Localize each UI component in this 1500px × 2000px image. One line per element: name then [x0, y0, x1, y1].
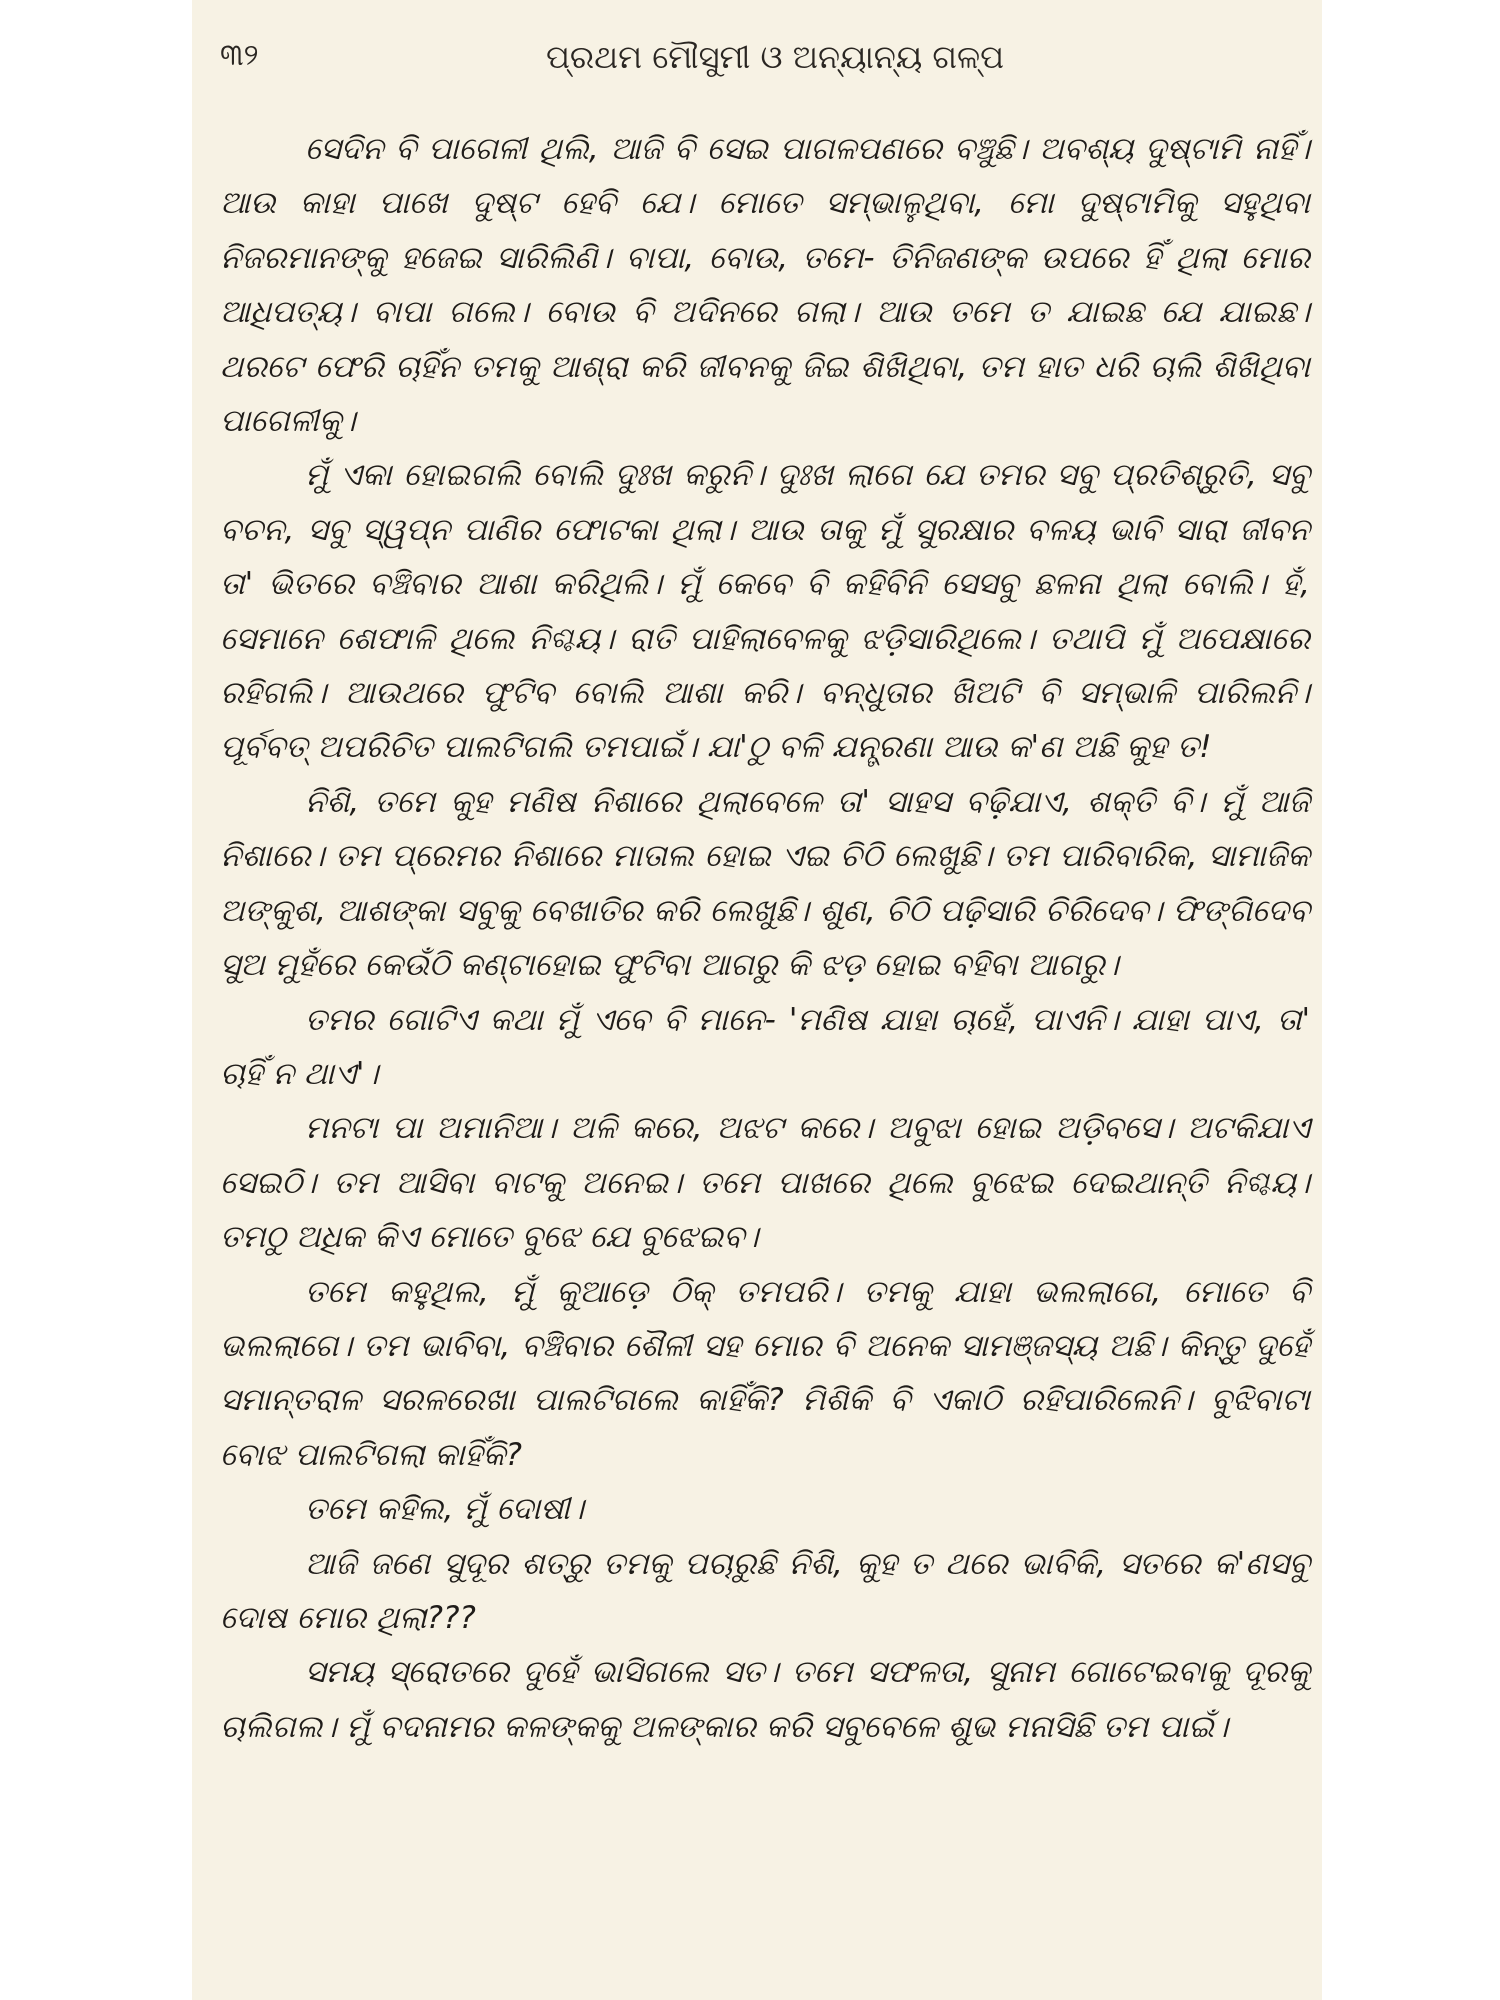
paragraph: ଆଜି ଜଣେ ସୁଦୂର ଶତ୍ରୁ ତମକୁ ପଚାରୁଛି ନିଶି, କୁହ ତ ଥରେ ଭାବିକି, ସତରେ କ'ଣସବୁ ଦୋଷ ମୋର ଥିଲା??? — [220, 1545, 1310, 1636]
paragraph: ମନଟା ପା ଅମାନିଆ। ଅଳି କରେ, ଅଝଟ କରେ। ଅବୁଝା ହୋଇ ଅଡ଼ିବସେ। ଅଟକିଯାଏ ସେଇଠି। ତମ ଆସିବା ବାଟକୁ ଅନେଇ। ତମେ ପାଖରେ ଥିଲେ ବୁଝେଇ ଦେଇଥାନ୍ତି ନିଶ୍ଚୟ। ତମଠୁ ଅଧିକ କିଏ ମୋତେ ବୁଝେ ଯେ ବୁଝେଇବ। — [220, 1110, 1310, 1256]
paragraph: ସେଦିନ ବି ପାଗେଳୀ ଥିଲି, ଆଜି ବି ସେଇ ପାଗଳପଣରେ ବଞ୍ଚୁଛି। ଅବଶ୍ୟ ଦୁଷ୍ଟାମି ନାହିଁ। ଆଉ କାହା ପାଖେ ଦୁଷ୍ଟ ହେବି ଯେ। ମୋତେ ସମ୍ଭାଳୁଥିବା, ମୋ ଦୁଷ୍ଟାମିକୁ ସହୁଥିବା ନିଜରମାନଙ୍କୁ ହଜେଇ ସାରିଲିଣି। ବାପା, ବୋଉ, ତମେ- ତିନିଜଣଙ୍କ ଉପରେ ହିଁ ଥିଲା ମୋର ଆଧିପତ୍ୟ। ବାପା ଗଲେ। ବୋଉ ବି ଅଦିନରେ ଗଲା। ଆଉ ତମେ ତ ଯାଇଛ ଯେ ଯାଇଛ। ଥରଟେ ଫେରି ଚାହିଁନ ତମକୁ ଆଶ୍ରା କରି ଜୀବନକୁ ଜିଇ ଶିଖିଥିବା, ତମ ହାତ ଧରି ଚାଲି ଶିଖିଥିବା ପାଗେଳୀକୁ। — [220, 131, 1310, 440]
page-header — [220, 32, 1330, 92]
paragraph: ସମୟ ସ୍ରୋତରେ ଦୁହେଁ ଭାସିଗଲେ ସତ। ତମେ ସଫଳତା, ସୁନାମ ଗୋଟେଇବାକୁ ଦୂରକୁ ଚାଲିଗଲ। ମୁଁ ବଦନାମର କଳଙ୍କକୁ ଅଳଙ୍କାର କରି ସବୁବେଳେ ଶୁଭ ମନାସିଛି ତମ ପାଇଁ। — [220, 1654, 1310, 1745]
running-title: ପ୍ରଥମ ମୌସୁମୀ ଓ ଅନ୍ୟାନ୍ୟ ଗଳ୍ପ — [545, 38, 1005, 76]
page-number: ୩୨ — [220, 38, 259, 73]
paragraph: ନିଶି, ତମେ କୁହ ମଣିଷ ନିଶାରେ ଥିଲାବେଳେ ତା' ସାହସ ବଢ଼ିଯାଏ, ଶକ୍ତି ବି। ମୁଁ ଆଜି ନିଶାରେ। ତମ ପ୍ରେମର ନିଶାରେ ମାତାଲ ହୋଇ ଏଇ ଚିଠି ଲେଖୁଛି। ତମ ପାରିବାରିକ, ସାମାଜିକ ଅଙ୍କୁଶ, ଆଶଙ୍କା ସବୁକୁ ବେଖାତିର କରି ଲେଖୁଛି। ଶୁଣ, ଚିଠି ପଢ଼ିସାରି ଚିରିଦେବ। ଫିଙ୍ଗିଦେବ ସୁଅ ମୁହଁରେ କେଉଁଠି କଣ୍ଟାହୋଇ ଫୁଟିବା ଆଗରୁ କି ଝଡ଼ ହୋଇ ବହିବା ଆଗରୁ। — [220, 783, 1310, 984]
paragraph: ତମେ କହୁଥିଲ, ମୁଁ କୁଆଡ଼େ ଠିକ୍ ତମପରି। ତମକୁ ଯାହା ଭଲଲାଗେ, ମୋତେ ବି ଭଲଲାଗେ। ତମ ଭାବିବା, ବଞ୍ଚିବାର ଶୈଳୀ ସହ ମୋର ବି ଅନେକ ସାମଞ୍ଜସ୍ୟ ଅଛି। କିନ୍ତୁ ଦୁହେଁ ସମାନ୍ତରାଳ ସରଳରେଖା ପାଲଟିଗଲେ କାହିଁକି? ମିଶିକି ବି ଏକାଠି ରହିପାରିଲେନି। ବୁଝିବାଟା ବୋଝ ପାଲଟିଗଲା କାହିଁକି? — [220, 1273, 1310, 1473]
paragraph: ମୁଁ ଏକା ହୋଇଗଲି ବୋଲି ଦୁଃଖ କରୁନି। ଦୁଃଖ ଲାଗେ ଯେ ତମର ସବୁ ପ୍ରତିଶ୍ରୁତି, ସବୁ ବଚନ, ସବୁ ସ୍ୱପ୍ନ ପାଣିର ଫୋଟକା ଥିଲା। ଆଉ ତାକୁ ମୁଁ ସୁରକ୍ଷାର ବଳୟ ଭାବି ସାରା ଜୀବନ ତା' ଭିତରେ ବଞ୍ଚିବାର ଆଶା କରିଥିଲି। ମୁଁ କେବେ ବି କହିବିନି ସେସବୁ ଛଳନା ଥିଲା ବୋଲି। ହଁ, ସେମାନେ ଶେଫାଳି ଥିଲେ ନିଶ୍ଚୟ। ରାତି ପାହିଲାବେଳକୁ ଝଡ଼ିସାରିଥିଲେ। ତଥାପି ମୁଁ ଅପେକ୍ଷାରେ ରହିଗଲି। ଆଉଥରେ ଫୁଟିବ ବୋଲି ଆଶା କରି। ବନ୍ଧୁତାର ଖିଅଟି ବି ସମ୍ଭାଳି ପାରିଲନି। ପୂର୍ବବତ୍ ଅପରିଚିତ ପାଲଟିଗଲି ତମପାଇଁ। ଯା'ଠୁ ବଳି ଯନ୍ତ୍ରଣା ଆଉ କ'ଣ ଅଛି କୁହ ତ! — [220, 457, 1310, 766]
paragraph: ତମର ଗୋଟିଏ କଥା ମୁଁ ଏବେ ବି ମାନେ- 'ମଣିଷ ଯାହା ଚାହେଁ, ପାଏନି। ଯାହା ପାଏ, ତା' ଚାହିଁ ନ ଥାଏ'। — [220, 1001, 1310, 1092]
paragraph: ତମେ କହିଲ, ମୁଁ ଦୋଷୀ। — [305, 1491, 584, 1528]
body-text — [220, 122, 1310, 1754]
